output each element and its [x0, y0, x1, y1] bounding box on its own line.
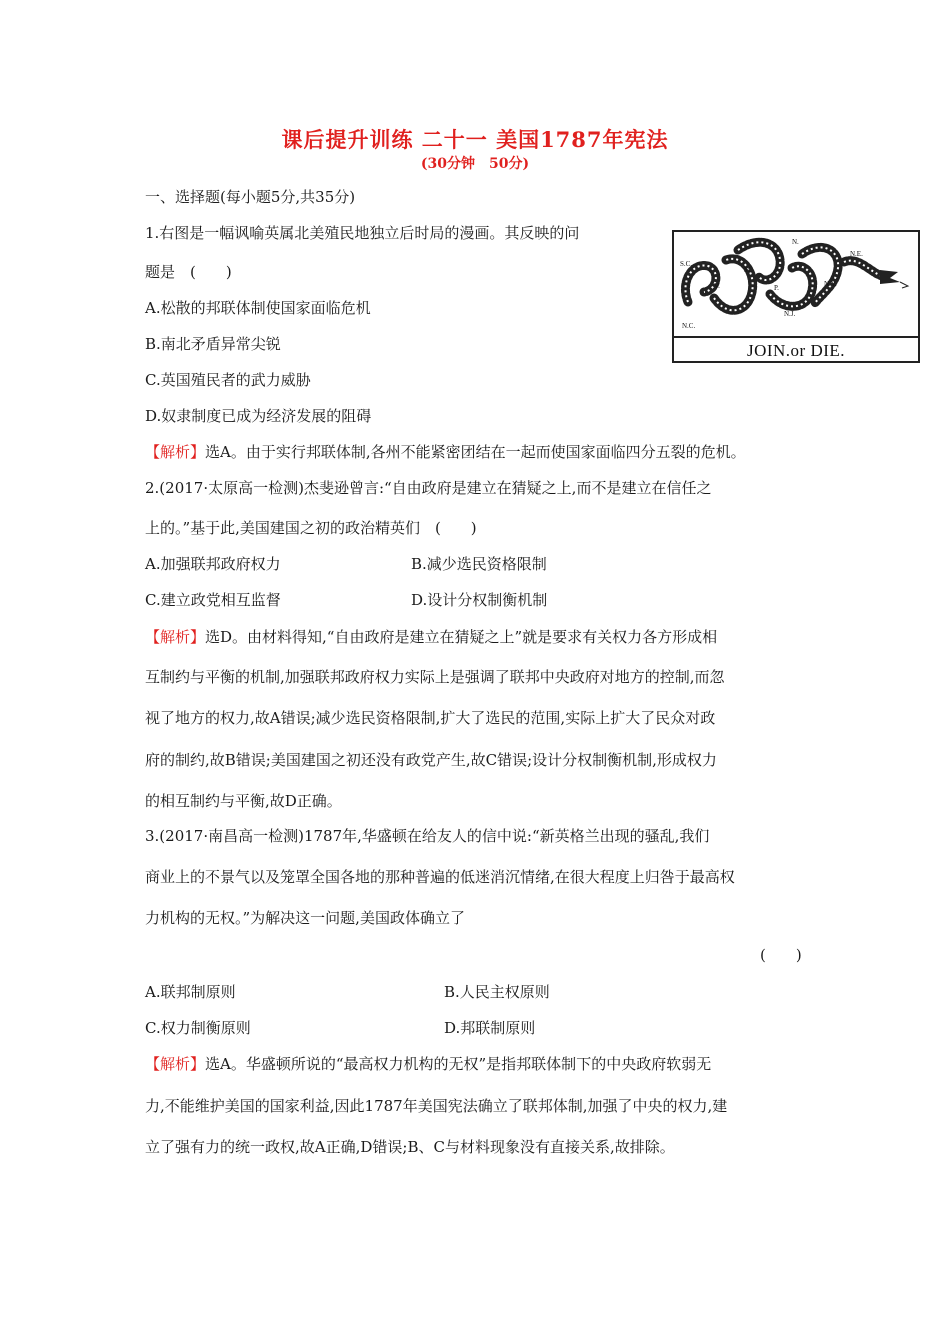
q2-stem-line-1: 2.(2017·太原高一检测)杰斐逊曾言:“自由政府是建立在猜疑之上,而不是建立在信任之 — [145, 479, 712, 497]
q2-option-a: A.加强联邦政府权力 — [145, 555, 281, 573]
analysis-tag: 【解析】 — [145, 443, 206, 461]
q2-option-c: C.建立政党相互监督 — [145, 591, 281, 609]
q3-stem-line-3: 力机构的无权。”为解决这一问题,美国政体确立了 — [145, 909, 465, 927]
q2-analysis-line-1 — [145, 627, 717, 647]
label-nj: N.J. — [784, 310, 796, 318]
q1-option-c: C.英国殖民者的武力威胁 — [145, 371, 311, 389]
label-sc: S.C. — [680, 260, 693, 268]
q3-stem-line-2: 商业上的不景气以及笼罩全国各地的那种普遍的低迷消沉情绪,在很大程度上归咎于最高权 — [145, 868, 735, 886]
snake-head — [880, 270, 900, 284]
label-v: V. — [714, 282, 720, 290]
q2-analysis-line-4: 府的制约,故B错误;美国建国之初还没有政党产生,故C错误;设计分权制衡机制,形成权力 — [145, 751, 717, 769]
q3-option-c: C.权力制衡原则 — [145, 1019, 251, 1037]
q1-option-b: B.南北矛盾异常尖锐 — [145, 335, 281, 353]
q1-analysis — [145, 442, 746, 462]
analysis-tag: 【解析】 — [145, 1055, 206, 1073]
analysis-tag: 【解析】 — [145, 628, 206, 646]
q2-stem-line-2: 上的。”基于此,美国建国之初的政治精英们 ( ) — [145, 519, 477, 537]
q2-option-d: D.设计分权制衡机制 — [411, 591, 548, 609]
q1-stem-line-2: 题是 ( ) — [145, 263, 232, 281]
q3-option-a: A.联邦制原则 — [145, 983, 236, 1001]
page-title: 课后提升训练 二十一 美国1787年宪法 — [281, 127, 669, 152]
caption-divider — [674, 336, 918, 338]
snake-illustration — [674, 232, 918, 336]
q1-option-d: D.奴隶制度已成为经济发展的阻碍 — [145, 407, 372, 425]
q2-analysis-line-5: 的相互制约与平衡,故D正确。 — [145, 792, 342, 810]
q3-option-b: B.人民主权原则 — [444, 983, 550, 1001]
page-subtitle: (30分钟 50分) — [420, 156, 530, 172]
q3-analysis-line-2: 力,不能维护美国的国家利益,因此1787年美国宪法确立了联邦体制,加强了中央的权力,建 — [145, 1097, 728, 1115]
q1-stem-line-1: 1.右图是一幅讽喻英属北美殖民地独立后时局的漫画。其反映的问 — [145, 224, 580, 242]
q3-analysis-line-1 — [145, 1054, 711, 1074]
q3-analysis-line-3: 立了强有力的统一政权,故A正确,D错误;B、C与材料现象没有直接关系,故排除。 — [145, 1138, 675, 1156]
q3-analysis-text: 选A。华盛顿所说的“最高权力机构的无权”是指邦联体制下的中央政府软弱无 — [205, 1055, 712, 1073]
join-or-die-cartoon — [672, 230, 920, 363]
label-n: N. — [792, 238, 799, 246]
q3-option-d: D.邦联制原则 — [444, 1019, 536, 1037]
label-ny: N.Y. — [824, 280, 837, 288]
section-heading: 一、选择题(每小题5分,共35分) — [145, 188, 356, 206]
label-nc: N.C. — [682, 322, 696, 330]
cartoon-caption: JOIN.or DIE. — [746, 341, 846, 360]
q3-stem-line-1: 3.(2017·南昌高一检测)1787年,华盛顿在给友人的信中说:“新英格兰出现的骚乱,我们 — [145, 827, 710, 845]
label-m: M. — [744, 266, 752, 274]
q2-analysis-line-3: 视了地方的权力,故A错误;减少选民资格限制,扩大了选民的范围,实际上扩大了民众对政 — [145, 709, 716, 727]
q2-analysis-line-2: 互制约与平衡的机制,加强联邦政府权力实际上是强调了联邦中央政府对地方的控制,而忽 — [145, 668, 725, 686]
q3-answer-bracket: ( ) — [760, 946, 802, 964]
q1-analysis-text: 选A。由于实行邦联体制,各州不能紧密团结在一起而使国家面临四分五裂的危机。 — [205, 443, 746, 461]
label-p: P. — [774, 284, 779, 292]
q2-analysis-text: 选D。由材料得知,“自由政府是建立在猜疑之上”就是要求有关权力各方形成相 — [205, 628, 718, 646]
q2-option-b: B.减少选民资格限制 — [411, 555, 547, 573]
label-ne: N.E. — [850, 250, 863, 258]
q1-option-a: A.松散的邦联体制使国家面临危机 — [145, 299, 371, 317]
